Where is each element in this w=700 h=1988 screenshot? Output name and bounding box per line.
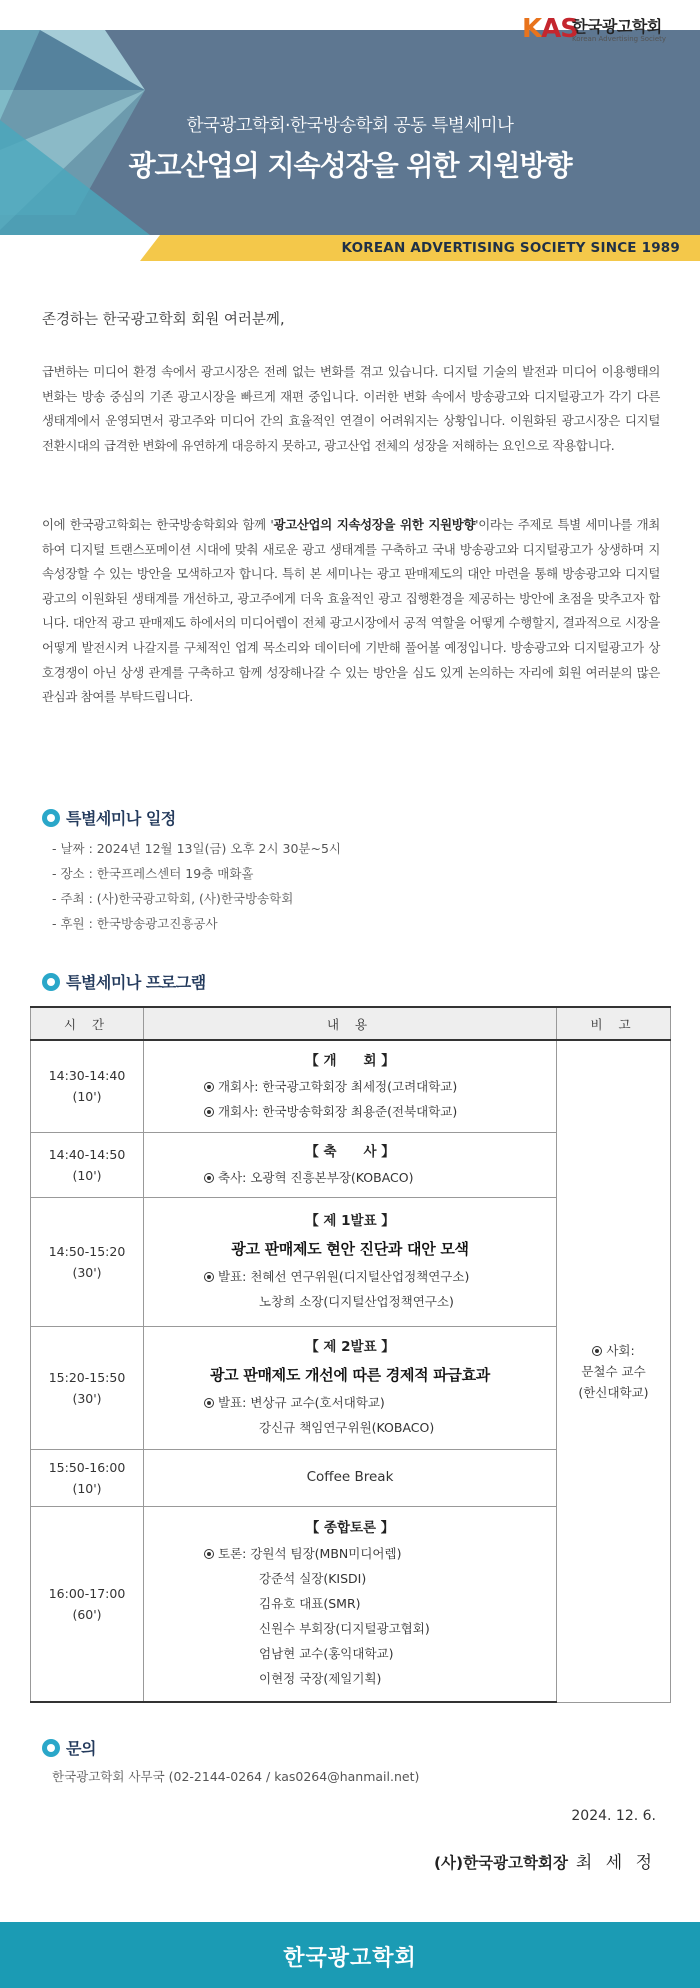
- banner-subtitle: 한국광고학회·한국방송학회 공동 특별세미나: [186, 116, 514, 136]
- logo-mark: KAS: [522, 14, 579, 44]
- bullet-icon: [204, 1107, 214, 1117]
- signature: [434, 1848, 656, 1873]
- bullet-icon: [204, 1398, 214, 1408]
- inquiry-title: 문의: [66, 1739, 96, 1758]
- inquiry-heading: [42, 1736, 96, 1759]
- time-cell: 16:00-17:00 (60'): [31, 1506, 144, 1702]
- speaker-line: 개회사: 한국광고학회장 최세정(고려대학교): [144, 1074, 556, 1099]
- program-table: [30, 1006, 671, 1703]
- schedule-list: [52, 836, 341, 936]
- signature-org: (사)한국광고학회장: [433, 1854, 568, 1872]
- seminar-theme: 광고산업의 지속성장을 위한 지원방향: [273, 517, 476, 532]
- bullet-icon: [204, 1549, 214, 1559]
- speaker-line: 축사: 오광혁 진흥본부장(KOBACO): [144, 1165, 556, 1190]
- speaker-line: 발표: 천혜선 연구위원(디지털산업정책연구소): [144, 1264, 556, 1289]
- content-cell: [144, 1132, 557, 1197]
- break-label: Coffee Break: [306, 1469, 394, 1485]
- content-cell: [144, 1326, 557, 1449]
- logo-title: 한국광고학회: [572, 17, 662, 36]
- schedule-venue: - 장소 : 한국프레스센터 19층 매화홀: [52, 866, 254, 881]
- bullet-icon: [592, 1346, 602, 1356]
- bullet-icon: [204, 1082, 214, 1092]
- speaker-line: 노창희 소장(디지털산업정책연구소): [259, 1294, 454, 1309]
- schedule-date: - 날짜 : 2024년 12월 13일(금) 오후 2시 30분~5시: [52, 841, 341, 856]
- speaker-line: 신원수 부회장(디지털광고협회): [259, 1621, 430, 1637]
- session-head: 【 제 1발표 】: [305, 1213, 395, 1229]
- session-head: 【 종합토론 】: [305, 1520, 395, 1537]
- content-cell: [144, 1197, 557, 1326]
- time-cell: 15:50-16:00 (10'): [31, 1449, 144, 1506]
- schedule-host: - 주최 : (사)한국광고학회, (사)한국방송학회: [52, 891, 294, 906]
- column-header-time: 시 간: [31, 1007, 144, 1040]
- time-cell: 14:50-15:20 (30'): [31, 1197, 144, 1326]
- speaker-line: 강신규 책임연구위원(KOBACO): [259, 1420, 435, 1435]
- table-row: [31, 1040, 671, 1132]
- session-head: 【 제 2발표 】: [305, 1339, 395, 1355]
- bullet-icon: [204, 1173, 214, 1183]
- footer-title: 한국광고학회: [283, 1946, 417, 1971]
- content-cell: [144, 1449, 557, 1506]
- content-cell: [144, 1040, 557, 1132]
- header-banner: [0, 30, 700, 260]
- time-cell: 15:20-15:50 (30'): [31, 1326, 144, 1449]
- bullet-icon: [204, 1272, 214, 1282]
- presentation-topic: 광고 판매제도 현안 진단과 대안 모색: [231, 1240, 469, 1258]
- program-heading: [42, 970, 206, 993]
- speaker-line: 이현정 국장(제일기획): [259, 1671, 382, 1687]
- bullet-circle-icon: [42, 809, 60, 827]
- content-cell: [144, 1506, 557, 1702]
- speaker-line: 엄남현 교수(홍익대학교): [259, 1646, 394, 1662]
- program-title: 특별세미나 프로그램: [66, 973, 206, 992]
- bullet-circle-icon: [42, 973, 60, 991]
- banner-title: 광고산업의 지속성장을 위한 지원방향: [128, 149, 572, 182]
- column-header-note: 비 고: [557, 1007, 671, 1040]
- footer-bar: [0, 1922, 700, 1988]
- session-head: 【 개 회 】: [305, 1052, 395, 1069]
- greeting: 존경하는 한국광고학회 회원 여러분께,: [42, 312, 285, 328]
- time-cell: 14:40-14:50 (10'): [31, 1132, 144, 1197]
- speaker-line: 발표: 변상규 교수(호서대학교): [144, 1390, 556, 1415]
- banner-ribbon-text: KOREAN ADVERTISING SOCIETY SINCE 1989: [341, 240, 680, 256]
- speaker-line: 토론: 강원석 팀장(MBN미디어렙): [144, 1541, 556, 1566]
- logo-subtitle: Korean Advertising Society: [572, 35, 667, 43]
- schedule-sponsor: - 후원 : 한국방송광고진흥공사: [52, 916, 218, 931]
- speaker-line: 강준석 실장(KISDI): [259, 1571, 367, 1587]
- presentation-topic: 광고 판매제도 개선에 따른 경제적 파급효과: [209, 1366, 491, 1384]
- kas-logo: [522, 14, 692, 48]
- session-head: 【 축 사 】: [305, 1143, 395, 1160]
- table-header-row: [31, 1007, 671, 1040]
- paragraph-intro: 급변하는 미디어 환경 속에서 광고시장은 전례 없는 변화를 겪고 있습니다. 디지털 기술의 발전과 미디어 이용행태의 변화는 방송 중심의 기존 광고시장을 빠르게 재편 중입니다. 이러한 변화 속에서 방송광고와 디지털광고가 각기 다른 생태계에서 운영되면서 광고주와 미디어 간의 효율적인 연결이 어려워지는 상황입니다. 이원화된 광고시장은 디지털 전환시대의 급격한 변화에 유연하게 대응하지 못하고, 광고산업 전체의 성장을 저해하는 요인으로 작용합니다.: [42, 364, 660, 453]
- signature-name: 최 세 정: [575, 1853, 656, 1873]
- inquiry-contact: 한국광고학회 사무국 (02-2144-0264 / kas0264@hanmail.net): [52, 1769, 420, 1784]
- speaker-line: 개회사: 한국방송학회장 최용준(전북대학교): [144, 1099, 556, 1124]
- schedule-heading: [42, 806, 176, 829]
- paragraph-purpose: 이에 한국광고학회는 한국방송학회와 함께 '광고산업의 지속성장을 위한 지원방향'이라는 주제로 특별 세미나를 개최하여 디지털 트랜스포메이션 시대에 맞춰 새로운 광고 생태계를 구축하고 국내 방송광고와 디지털광고가 상생하며 지속성장할 수 있는 방안을 모색하고자 합니다. 특히 본 세미나는 광고 판매제도의 대안 마련을 통해 방송광고와 디지털광고의 이원화된 생태계를 개선하고, 광고주에게 더욱 효율적인 광고 집행환경을 제공하는 방안에 초점을 맞추고자 합니다. 대안적 광고 판매제도 하에서의 미디어렙이 전체 광고시장에서 공적 역할을 어떻게 수행할지, 결과적으로 시장을 어떻게 발전시켜 나갈지를 구체적인 업계 목소리와 데이터에 기반해 풀어볼 예정입니다. 방송광고와 디지털광고가 상호경쟁이 아닌 상생 관계를 구축하고 함께 성장해나갈 수 있는 방안을 심도 있게 논의하는 자리에 회원 여러분의 많은 관심과 참여를 부탁드립니다.: [42, 517, 660, 705]
- speaker-line: 김유호 대표(SMR): [259, 1596, 361, 1612]
- bullet-circle-icon: [42, 1739, 60, 1757]
- note-cell: 사회: 문철수 교수 (한신대학교): [557, 1040, 671, 1702]
- letter-date: 2024. 12. 6.: [571, 1808, 656, 1824]
- time-cell: 14:30-14:40 (10'): [31, 1040, 144, 1132]
- schedule-title: 특별세미나 일정: [66, 809, 176, 828]
- column-header-content: 내 용: [144, 1007, 557, 1040]
